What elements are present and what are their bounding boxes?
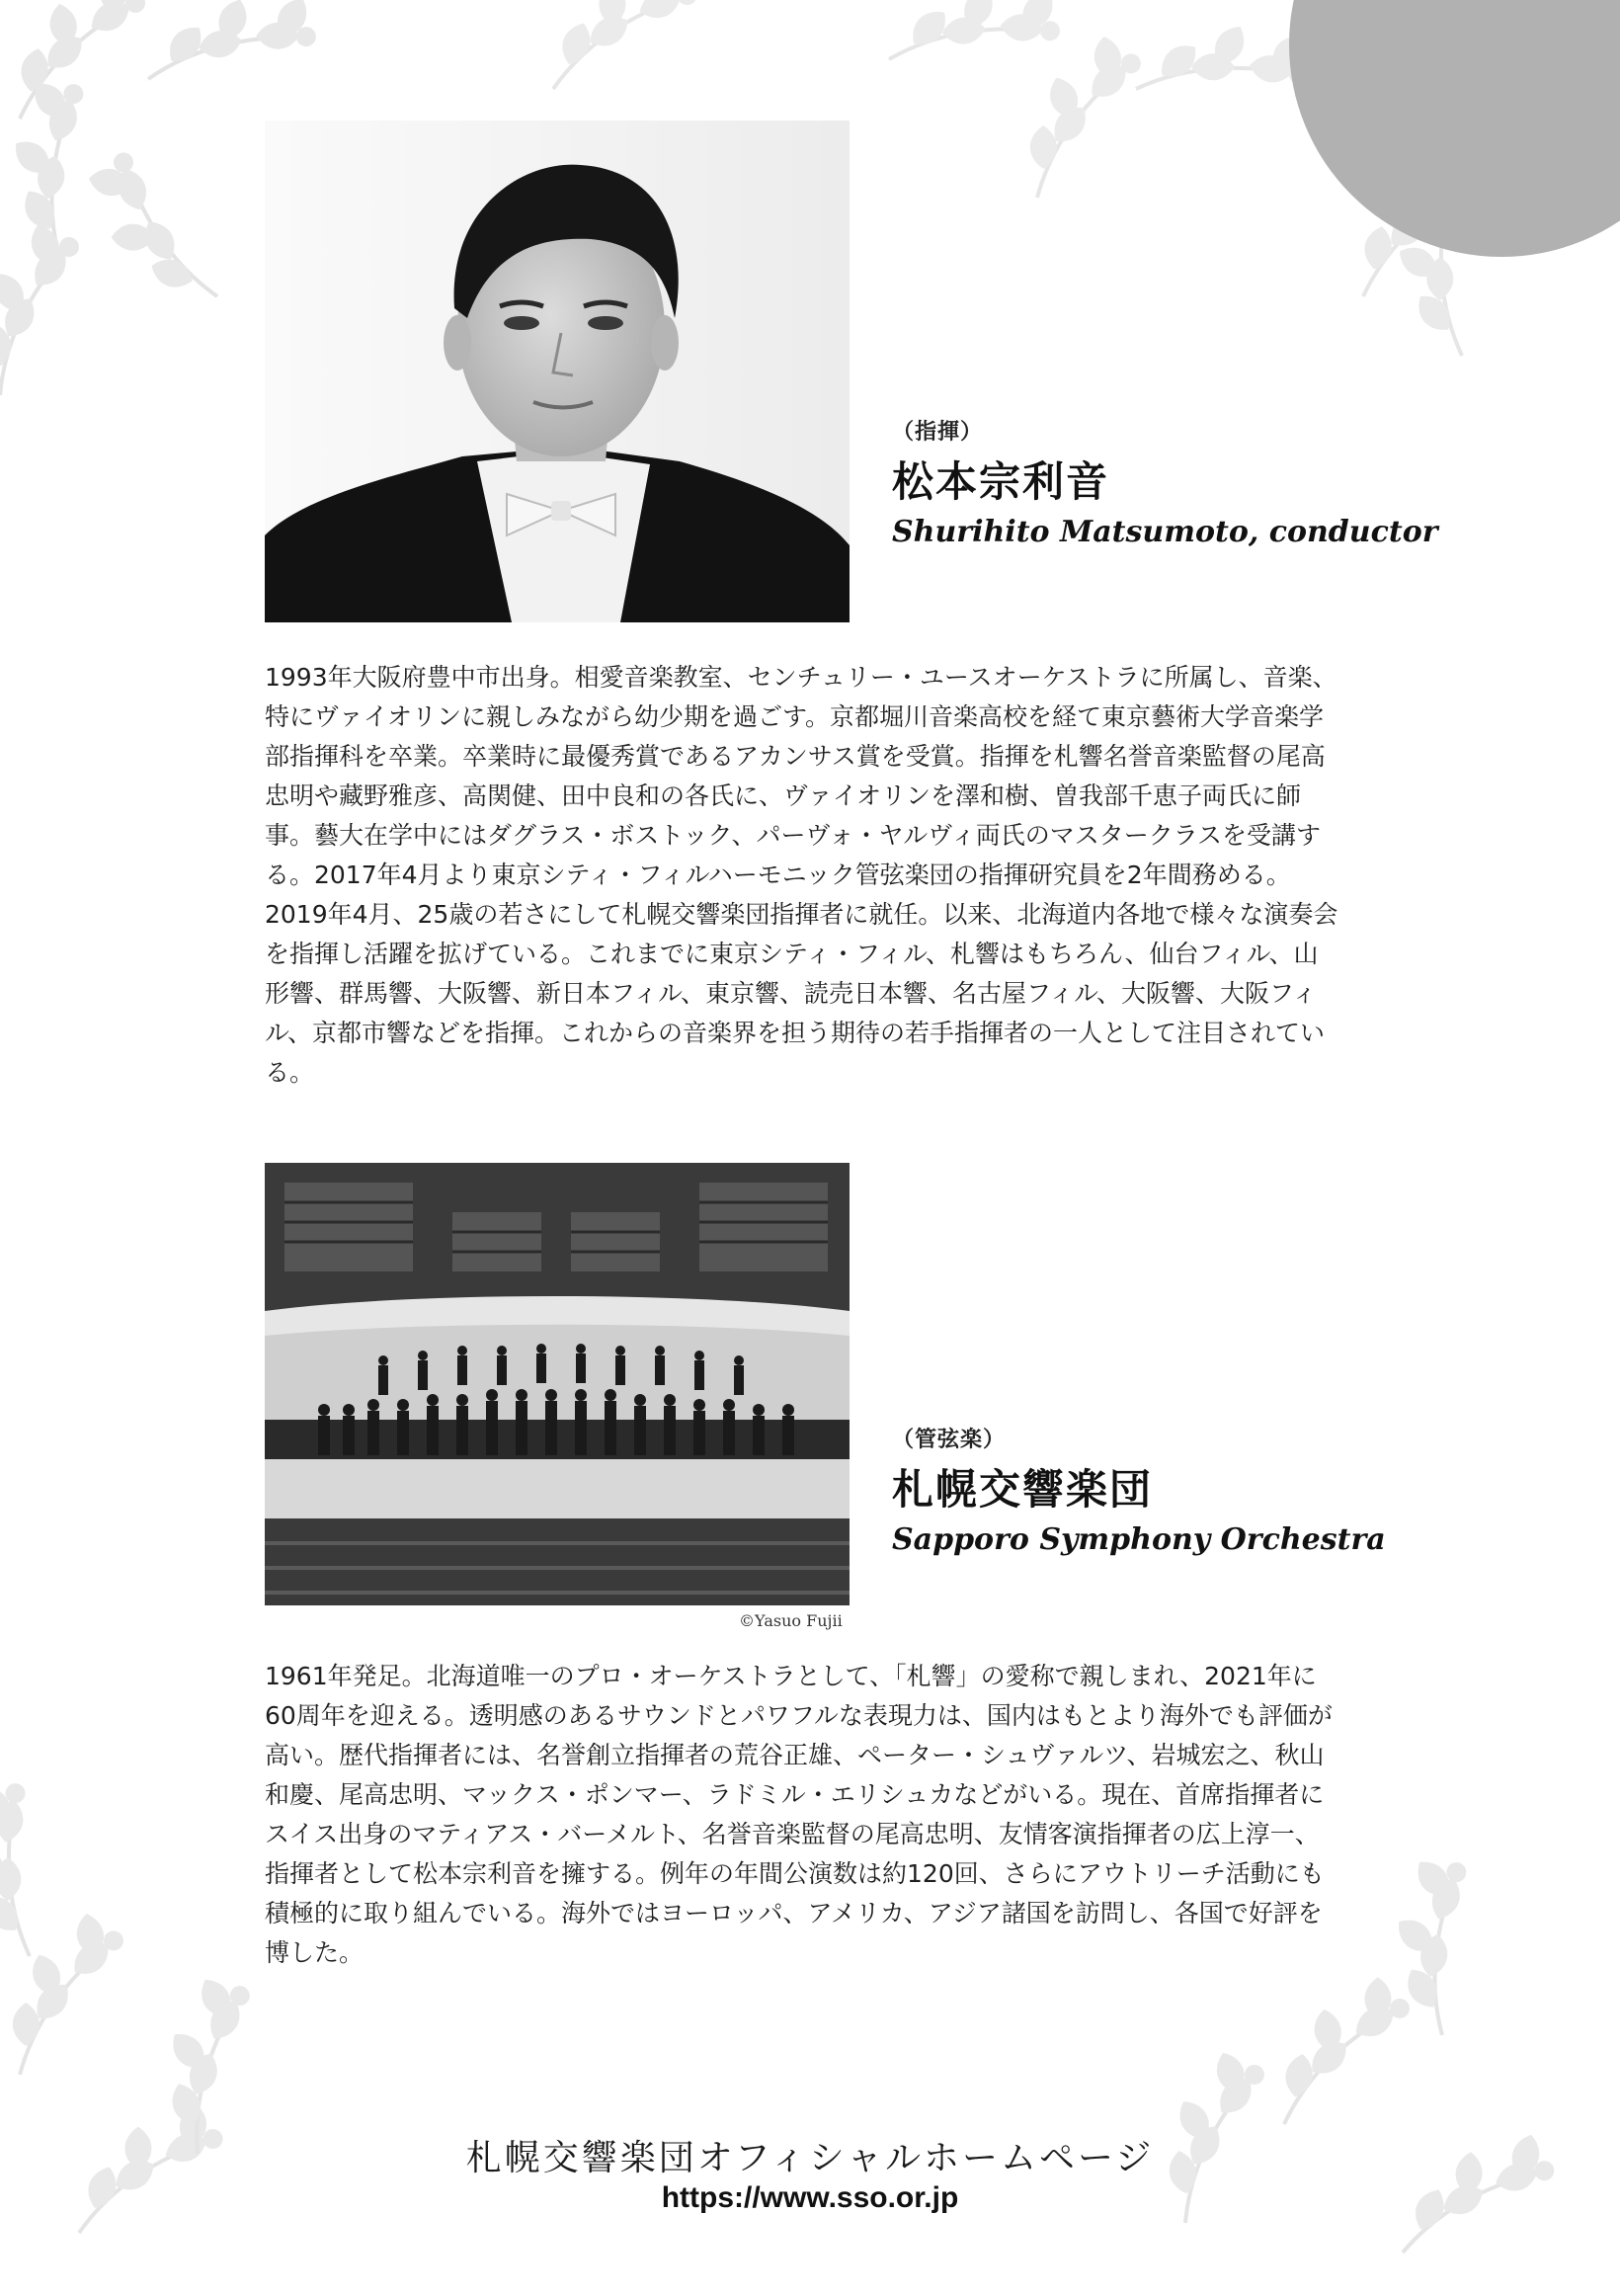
orchestra-caption	[892, 1423, 1386, 1557]
conductor-name-english: Shurihito Matsumoto, conductor	[892, 515, 1438, 549]
orchestra-role-label: （管弦楽）	[892, 1428, 1007, 1452]
conductor-caption	[892, 415, 1438, 549]
orchestra-name-japanese: 札幌交響楽団	[892, 1465, 1154, 1514]
orchestra-biography: 1961年発足。北海道唯一のプロ・オーケストラとして、「札響」の愛称で親しまれ、2021年に60周年を迎える。透明感のあるサウンドとパワフルな表現力は、国内はもとより海外でも評価が高い。歴代指揮者には、名誉創立指揮者の荒谷正雄、ペーター・シュヴァルツ、岩城宏之、秋山和慶、尾高忠明、マックス・ポンマー、ラドミル・エリシュカなどがいる。現在、首席指揮者にスイス出身のマティアス・バーメルト、名誉音楽監督の尾高忠明、友情客演指揮者の広上淳一、指揮者として松本宗利音を擁する。例年の年間公演数は約120回、さらにアウトリーチ活動にも積極的に取り組んでいる。海外ではヨーロッパ、アメリカ、アジア諸国を訪問し、各国で好評を博した。	[265, 1662, 1333, 1967]
conductor-role-label: （指揮）	[892, 420, 984, 445]
footer-homepage-url[interactable]: https://www.sso.or.jp	[661, 2181, 959, 2214]
photo-credit: ©Yasuo Fujii	[739, 1611, 843, 1630]
conductor-name-japanese: 松本宗利音	[892, 457, 1110, 506]
orchestra-name-english: Sapporo Symphony Orchestra	[892, 1522, 1386, 1557]
conductor-photo	[265, 121, 850, 622]
conductor-biography: 1993年大阪府豊中市出身。相愛音楽教室、センチュリー・ユースオーケストラに所属し、音楽、特にヴァイオリンに親しみながら幼少期を過ごす。京都堀川音楽高校を経て東京藝術大学音楽学部指揮科を卒業。卒業時に最優秀賞であるアカンサス賞を受賞。指揮を札響名誉音楽監督の尾高忠明や藏野雅彦、高関健、田中良和の各氏に、ヴァイオリンを澤和樹、曽我部千恵子両氏に師事。藝大在学中にはダグラス・ボストック、パーヴォ・ヤルヴィ両氏のマスタークラスを受講する。2017年4月より東京シティ・フィルハーモニック管弦楽団の指揮研究員を2年間務める。2019年4月、25歳の若さにして札幌交響楽団指揮者に就任。以来、北海道内各地で様々な演奏会を指揮し活躍を拡げている。これまでに東京シティ・フィル、札響はもちろん、仙台フィル、山形響、群馬響、大阪響、新日本フィル、東京響、読売日本響、名古屋フィル、大阪響、大阪フィル、京都市響などを指揮。これからの音楽界を担う期待の若手指揮者の一人として注目されている。	[265, 663, 1338, 1087]
footer-homepage-title: 札幌交響楽団オフィシャルホームページ	[465, 2138, 1155, 2178]
orchestra-photo	[265, 1163, 850, 1605]
